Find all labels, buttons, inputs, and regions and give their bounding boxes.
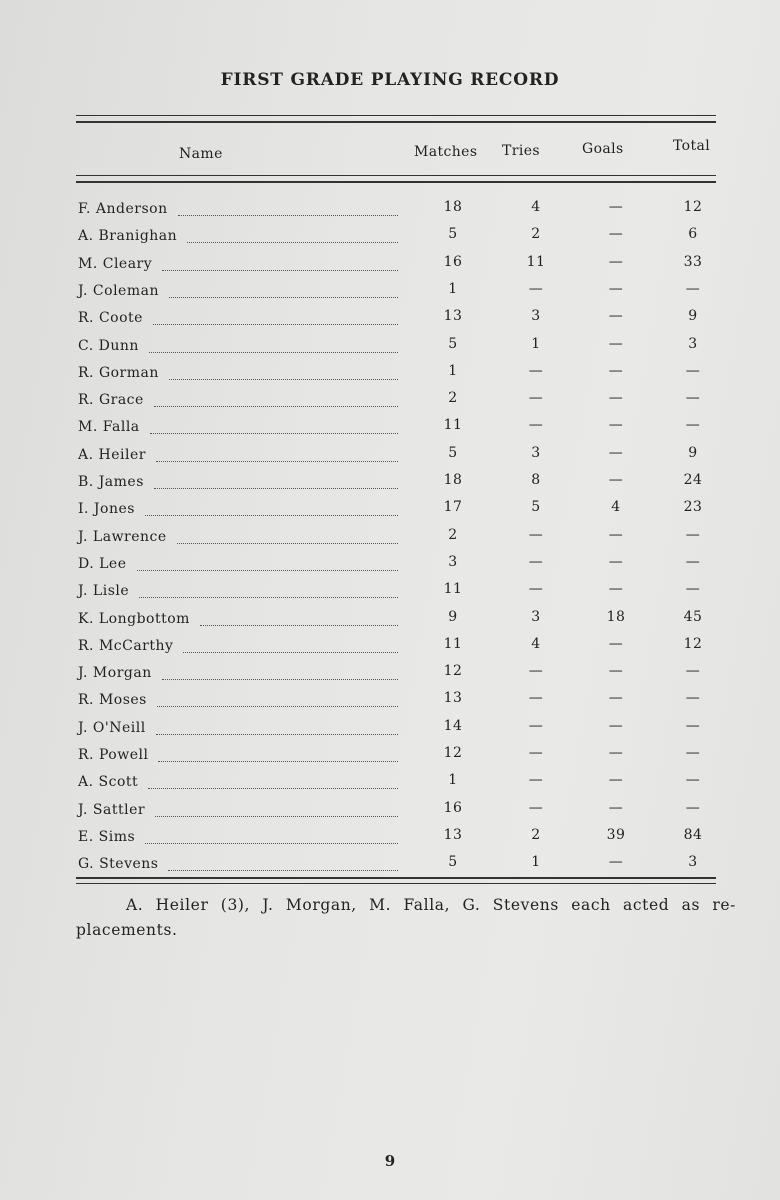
player-name: A. Branighan [78,228,178,245]
tries-cell: 5 [531,499,541,516]
table-row [78,201,718,223]
tries-cell: — [528,362,544,379]
tries-cell: — [528,745,544,761]
table-row [78,444,718,469]
leader-dots [145,843,398,844]
player-name: J. Coleman [78,282,159,299]
header-total: Total [673,138,711,154]
goals-cell: — [608,417,624,434]
leader-dots [155,816,398,817]
goals-cell: — [608,253,624,270]
table-row [78,826,718,851]
table-row [78,799,718,824]
total-cell: — [685,362,701,379]
total-cell: 9 [688,444,698,461]
goals-cell: — [608,390,624,407]
goals-cell: — [608,745,624,761]
matches-cell: 1 [448,772,458,789]
leader-dots [154,406,398,407]
goals-cell: — [608,472,624,488]
leader-dots [178,215,398,216]
total-cell: — [685,280,701,297]
player-name: J. Lawrence [78,528,167,545]
table-row [78,774,718,796]
goals-cell: 4 [611,499,621,516]
table-row [78,856,718,878]
table-row [78,635,718,660]
total-cell: — [685,745,701,761]
player-name: R. McCarthy [78,637,174,654]
matches-cell: 11 [443,581,463,598]
table-row [78,280,718,305]
goals-cell: — [608,553,624,570]
goals-cell: — [608,854,624,871]
tries-cell: 2 [531,226,541,243]
player-name: D. Lee [78,555,127,572]
table-row [78,526,718,551]
header-tries: Tries [502,143,540,159]
total-cell: 84 [683,826,703,843]
total-cell: 3 [688,335,698,352]
leader-dots [139,597,398,598]
leader-dots [153,324,398,325]
tries-cell: — [528,799,544,816]
player-name: R. Moses [78,692,147,709]
header-rule-upper [76,175,716,176]
goals-cell: — [608,308,624,325]
total-cell: — [685,526,701,543]
player-name: F. Anderson [78,201,168,217]
total-cell: 3 [688,854,698,871]
tries-cell: — [528,663,544,680]
goals-cell: — [608,799,624,816]
table-row [78,474,718,496]
header-matches: Matches [414,144,478,160]
matches-cell: 5 [448,854,458,871]
matches-cell: 18 [443,472,463,488]
table-row [78,310,718,332]
matches-cell: 17 [443,499,463,516]
table-row [78,608,718,633]
header-name: Name [179,146,223,162]
tries-cell: 1 [531,335,541,352]
player-name: B. James [78,474,144,490]
matches-cell: 13 [443,826,463,843]
table-row [78,583,718,605]
total-cell: — [685,581,701,598]
tries-cell: — [528,280,544,297]
goals-cell: — [608,772,624,789]
player-name: J. Morgan [78,665,152,682]
leader-dots [154,488,398,489]
total-cell: 6 [688,226,698,243]
leader-dots [158,761,398,762]
total-cell: 23 [683,499,703,516]
total-cell: 12 [683,635,703,652]
matches-cell: 12 [443,663,463,680]
table-row [78,665,718,687]
leader-dots [183,652,398,653]
leader-dots [162,270,398,271]
replacements-note: A. Heiler (3), J. Morgan, M. Falla, G. Stevens each acted as re-placements. [76,896,736,939]
player-name: M. Falla [78,419,140,436]
table-row [78,692,718,714]
player-name: R. Powell [78,747,149,763]
leader-dots [150,433,398,434]
matches-cell: 1 [448,280,458,297]
player-name: J. Sattler [78,801,146,818]
goals-cell: — [608,199,624,215]
tries-cell: — [528,772,544,789]
total-cell: 9 [688,308,698,325]
goals-cell: — [608,635,624,652]
player-name: I. Jones [78,501,135,518]
tries-cell: 3 [531,308,541,325]
leader-dots [200,625,398,626]
leader-dots [137,570,398,571]
top-rule-lower [76,121,716,123]
matches-cell: 14 [443,717,463,734]
leader-dots [148,788,398,789]
matches-cell: 11 [443,417,463,434]
leader-dots [157,706,398,707]
matches-cell: 3 [448,553,458,570]
leader-dots [149,352,398,353]
header-goals: Goals [582,141,624,157]
leader-dots [162,679,398,680]
tries-cell: 3 [531,608,541,625]
table-row [78,228,718,250]
matches-cell: 2 [448,526,458,543]
goals-cell: — [608,581,624,598]
matches-cell: 2 [448,390,458,407]
tries-cell: 3 [531,444,541,461]
matches-cell: 12 [443,745,463,761]
table-row [78,553,718,578]
total-cell: — [685,417,701,434]
player-name: J. Lisle [78,583,130,600]
bottom-rule-upper [76,877,716,879]
matches-cell: 18 [443,199,463,215]
matches-cell: 5 [448,335,458,352]
player-name: J. O'Neill [78,719,146,736]
total-cell: — [685,390,701,407]
tries-cell: 2 [531,826,541,843]
leader-dots [156,734,398,735]
leader-dots [169,379,398,380]
table-row [78,253,718,278]
tries-cell: — [528,553,544,570]
tries-cell: 11 [526,253,546,270]
leader-dots [145,515,398,516]
tries-cell: — [528,690,544,707]
total-cell: 24 [683,472,703,488]
total-cell: — [685,772,701,789]
matches-cell: 16 [443,799,463,816]
matches-cell: 1 [448,362,458,379]
tries-cell: 4 [531,199,541,215]
page-title: FIRST GRADE PLAYING RECORD [220,70,560,90]
tries-cell: — [528,581,544,598]
player-name: E. Sims [78,828,136,845]
top-rule-upper [76,115,716,116]
matches-cell: 11 [443,635,463,652]
matches-cell: 13 [443,690,463,707]
tries-cell: — [528,526,544,543]
goals-cell: — [608,663,624,680]
player-name: A. Scott [78,774,139,791]
header-rule-lower [76,181,716,183]
goals-cell: — [608,526,624,543]
player-name: R. Grace [78,392,144,409]
tries-cell: 4 [531,635,541,652]
table-row [78,747,718,769]
total-cell: 33 [683,253,703,270]
total-cell: — [685,799,701,816]
total-cell: 45 [683,608,703,625]
player-name: R. Gorman [78,364,159,381]
leader-dots [168,870,398,871]
goals-cell: — [608,362,624,379]
matches-cell: 16 [443,253,463,270]
table-row [78,362,718,387]
bottom-rule-lower [76,883,716,884]
total-cell: — [685,690,701,707]
goals-cell: — [608,717,624,734]
total-cell: — [685,553,701,570]
table-row [78,335,718,360]
tries-cell: 1 [531,854,541,871]
table-row [78,392,718,414]
tries-cell: — [528,390,544,407]
table-row [78,717,718,742]
total-cell: 12 [683,199,703,215]
page-number: 9 [384,1152,396,1170]
goals-cell: — [608,280,624,297]
goals-cell: 39 [606,826,626,843]
matches-cell: 13 [443,308,463,325]
player-name: A. Heiler [78,446,146,463]
tries-cell: 8 [531,472,541,488]
goals-cell: — [608,444,624,461]
tries-cell: — [528,417,544,434]
goals-cell: — [608,226,624,243]
total-cell: — [685,717,701,734]
player-name: C. Dunn [78,337,139,354]
leader-dots [177,543,398,544]
matches-cell: 5 [448,444,458,461]
goals-cell: — [608,690,624,707]
total-cell: — [685,663,701,680]
matches-cell: 9 [448,608,458,625]
goals-cell: — [608,335,624,352]
goals-cell: 18 [606,608,626,625]
player-name: K. Longbottom [78,610,190,627]
leader-dots [156,461,398,462]
player-name: R. Coote [78,310,143,327]
leader-dots [187,242,398,243]
table-row [78,419,718,441]
leader-dots [169,297,398,298]
player-name: G. Stevens [78,856,159,873]
tries-cell: — [528,717,544,734]
player-name: M. Cleary [78,255,153,272]
table-row [78,501,718,523]
matches-cell: 5 [448,226,458,243]
